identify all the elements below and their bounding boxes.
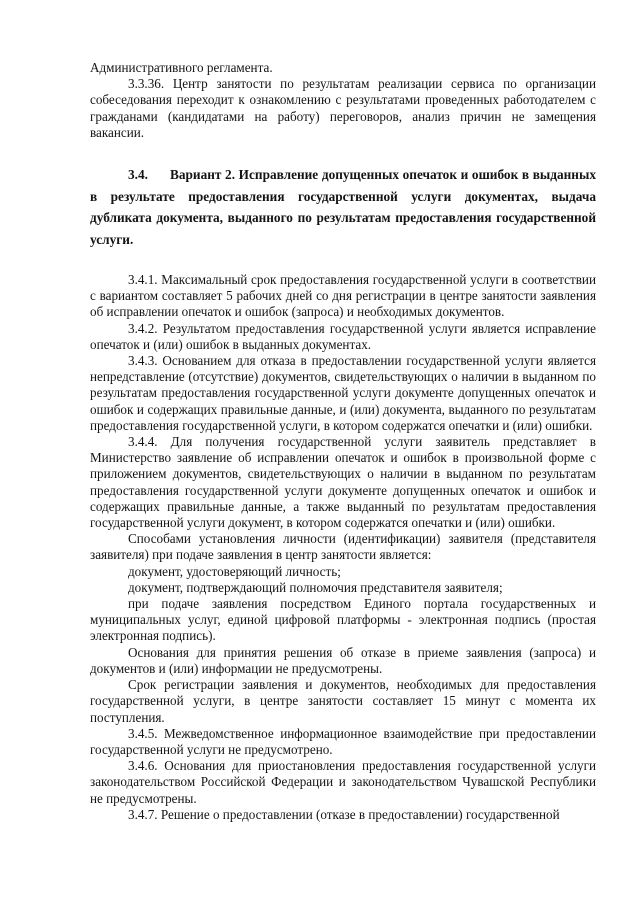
paragraph-registration-term: Срок регистрации заявления и документов, необходимых для предоставления государственной услуги, в центре занятости составляет 15 минут с момента их поступления. <box>90 677 596 725</box>
continuation-text: Административного регламента. <box>90 60 273 75</box>
paragraph-3-4-1: 3.4.1. Максимальный срок предоставления государственной услуги в соответствии с вариантом составляет 5 рабочих дней со дня регистрации в центре занятости заявления об исправлении опечаток и ошибок (запроса) и необходимых документов. <box>90 272 596 320</box>
paragraph-refusal-grounds: Основания для принятия решения об отказе в приеме заявления (запроса) и документов и (или) информации не предусмотрены. <box>90 644 596 676</box>
paragraph-3-4-3: 3.4.3. Основанием для отказа в предоставлении государственной услуги является непредставление (отсутствие) документов, свидетельствующих о наличии в выданном по результатам предоставления государственной услуги документе допущенных опечаток и ошибок и содержащих правильные данные, и (или) документа, выданного по результатам предоставления государственной услуги, в котором содержатся опечатки и (или) ошибки. <box>90 353 596 433</box>
paragraph-3-3-36: 3.3.36. Центр занятости по результатам реализации сервиса по организации собеседования переходит к ознакомлению с результатами проведенных работодателем с гражданами (кандидатами на работу) переговоров, анализ причин не замещения вакансии. <box>90 76 596 140</box>
paragraph-3-4-6: 3.4.6. Основания для приостановления предоставления государственной услуги законодательством Российской Федерации и законодательством Чувашской Республики не предусмотрены. <box>90 758 596 806</box>
section-title: Вариант 2. Исправление допущенных опечаток и ошибок в выданных в результате предоставления государственной услуги документах, выдача дубликата документа, выданного по результатам предоставления государственной услуги. <box>90 167 596 247</box>
paragraph-3-4-4: 3.4.4. Для получения государственной услуги заявитель представляет в Министерство заявление об исправлении опечаток и ошибок в произвольной форме с приложением документов, свидетельствующих о наличии в выданном по результатам предоставления государственной услуги документе допущенных опечаток и ошибок и содержащих правильные данные, а также выданный по результатам предоставления государственной услуги документ, в котором содержатся опечатки и (или) ошибки. <box>90 434 596 531</box>
paragraph-3-4-5: 3.4.5. Межведомственное информационное взаимодействие при предоставлении государственной услуги не предусмотрено. <box>90 725 596 757</box>
paragraph-3-4-2: 3.4.2. Результатом предоставления государственной услуги является исправление опечаток и (или) ошибок в выданных документах. <box>90 320 596 352</box>
list-item-authority-document: документ, подтверждающий полномочия представителя заявителя; <box>128 579 503 595</box>
list-item-electronic-signature: при подаче заявления посредством Единого портала государственных и муниципальных услуг, единой цифровой платформы - электронная подпись (простая электронная подпись). <box>90 596 596 644</box>
paragraph-3-4-7: 3.4.7. Решение о предоставлении (отказе в предоставлении) государственной <box>128 806 560 822</box>
section-heading <box>90 164 596 250</box>
list-item-identity-document: документ, удостоверяющий личность; <box>128 563 341 579</box>
paragraph-identification-methods: Способами установления личности (идентификации) заявителя (представителя заявителя) при подаче заявления в центр занятости является: <box>90 531 596 563</box>
section-number: 3.4. <box>128 167 148 183</box>
document-page <box>90 60 596 823</box>
